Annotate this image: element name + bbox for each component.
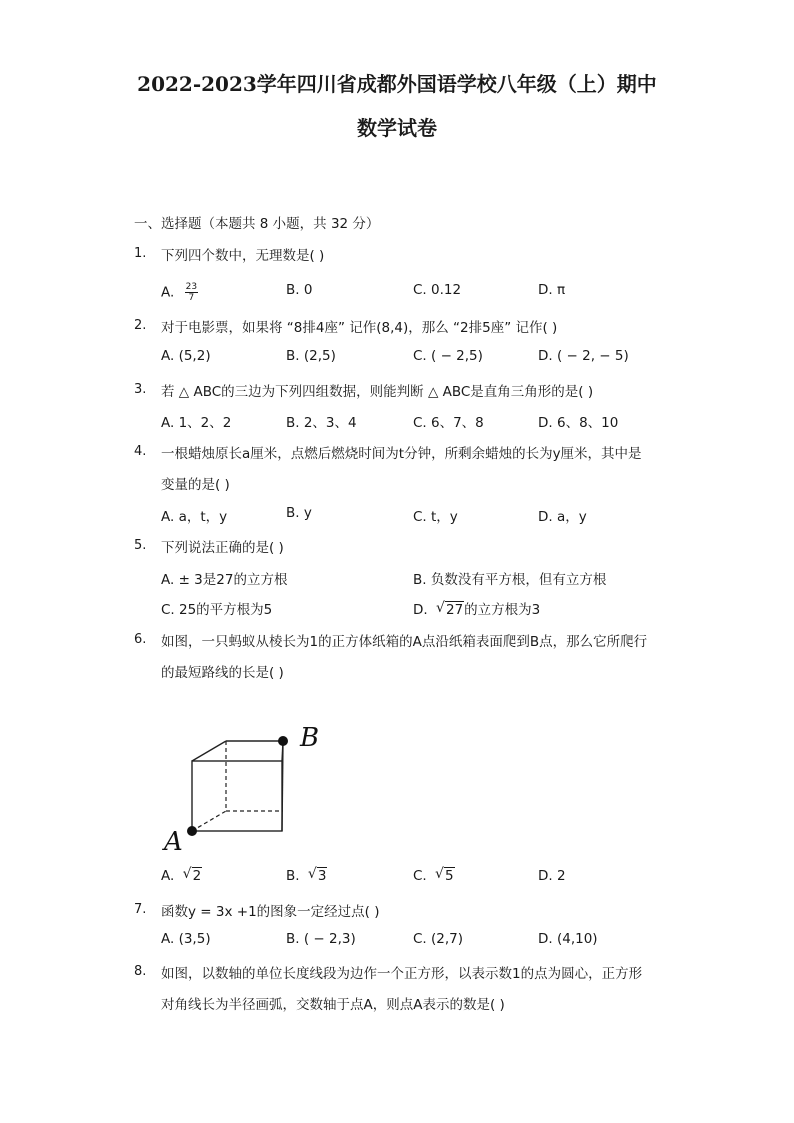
question-text: 一根蜡烛原长a厘米，点燃后燃烧时间为t分钟，所剩余蜡烛的长为y厘米，其中是 — [161, 446, 642, 462]
fraction-numerator: 23 — [185, 282, 198, 292]
label-b: B — [300, 723, 320, 753]
option-d: D. π — [538, 282, 566, 298]
cube-edge — [192, 741, 226, 761]
option-b: B. ( − 2,3) — [286, 931, 356, 947]
option-a: A. a，t，y — [161, 509, 228, 525]
option-b: B. (2,5) — [286, 348, 336, 364]
cube-edge — [282, 741, 283, 831]
radicand: 3 — [317, 868, 327, 884]
option-d: D. 6、8、10 — [538, 415, 619, 431]
option-a: A. ± 3是27的立方根 — [161, 572, 288, 588]
option-label: A. — [161, 868, 175, 884]
option-b — [286, 868, 327, 884]
option-c: C. 25的平方根为5 — [161, 602, 273, 618]
option-c: C. ( − 2,5) — [413, 348, 483, 364]
question-number: 6. — [134, 632, 147, 647]
question-number: 1. — [134, 246, 147, 261]
option-d: D. 2 — [538, 868, 566, 884]
question-number: 3. — [134, 382, 147, 397]
exam-title-line2: 数学试卷 — [357, 116, 437, 140]
section-heading: 一、选择题（本题共 8 小题，共 32 分） — [134, 216, 380, 232]
radical-sign: √ — [435, 600, 445, 616]
fraction-denominator: 7 — [188, 293, 195, 303]
square-root — [308, 868, 328, 884]
radicand: 2 — [192, 868, 202, 884]
option-label: A. — [161, 284, 175, 301]
fraction — [185, 282, 198, 303]
option-d — [413, 598, 540, 618]
question-number: 4. — [134, 444, 147, 459]
point-a-marker — [187, 826, 197, 836]
question-text: 下列四个数中，无理数是( ) — [161, 248, 325, 264]
option-c: C. 0.12 — [413, 282, 462, 298]
question-text: 下列说法正确的是( ) — [161, 540, 284, 556]
question-number: 8. — [134, 964, 147, 979]
question-text: 如图，以数轴的单位长度线段为边作一个正方形，以表示数1的点为圆心，正方形 — [161, 966, 643, 982]
label-a: A — [164, 827, 183, 857]
question-number: 2. — [134, 318, 147, 333]
square-root — [435, 868, 455, 884]
option-c — [413, 868, 455, 884]
option-c: C. 6、7、8 — [413, 415, 484, 431]
question-number: 5. — [134, 538, 147, 553]
option-label: C. — [413, 868, 427, 884]
exam-title-line1: 2022-2023学年四川省成都外国语学校八年级（上）期中 — [137, 72, 657, 96]
option-label: B. — [286, 868, 300, 884]
option-a — [161, 868, 202, 884]
option-b: B. 2、3、4 — [286, 415, 357, 431]
radical-sign: √ — [182, 866, 192, 882]
question-text: 对于电影票，如果将 “8排4座” 记作(8,4)，那么 “2排5座” 记作( ) — [161, 320, 558, 336]
option-d: D. ( − 2, − 5) — [538, 348, 629, 364]
point-b-marker — [278, 736, 288, 746]
option-b: B. 负数没有平方根，但有立方根 — [413, 572, 607, 588]
option-b: B. y — [286, 505, 312, 521]
question-text: 函数y = 3x +1的图象一定经过点( ) — [161, 904, 380, 920]
option-a: A. 1、2、2 — [161, 415, 232, 431]
square-root — [183, 868, 203, 884]
question-text-cont: 的最短路线的长是( ) — [161, 665, 284, 681]
option-a: A. (3,5) — [161, 931, 211, 947]
question-text-cont: 变量的是( ) — [161, 477, 230, 493]
option-b: B. 0 — [286, 282, 313, 298]
option-a — [161, 282, 198, 303]
question-text: 若 △ ABC的三边为下列四组数据，则能判断 △ ABC是直角三角形的是( ) — [161, 384, 594, 400]
radicand: 5 — [445, 868, 454, 884]
cube-figure — [150, 718, 350, 858]
option-text: 的立方根为3 — [464, 602, 541, 618]
hidden-edge — [192, 811, 226, 831]
question-number: 7. — [134, 902, 147, 917]
option-c: C. t，y — [413, 509, 458, 525]
option-a: A. (5,2) — [161, 348, 211, 364]
square-root — [436, 602, 464, 618]
radicand: 27 — [445, 602, 464, 618]
option-label: D. — [413, 602, 428, 618]
cube-front-face — [192, 761, 282, 831]
question-text: 如图，一只蚂蚁从棱长为1的正方体纸箱的A点沿纸箱表面爬到B点，那么它所爬行 — [161, 634, 648, 650]
radical-sign: √ — [435, 866, 444, 882]
option-c: C. (2,7) — [413, 931, 464, 947]
option-d: D. (4,10) — [538, 931, 598, 947]
radical-sign: √ — [307, 866, 317, 882]
question-text-cont: 对角线长为半径画弧，交数轴于点A，则点A表示的数是( ) — [161, 997, 505, 1013]
option-d: D. a，y — [538, 509, 587, 525]
